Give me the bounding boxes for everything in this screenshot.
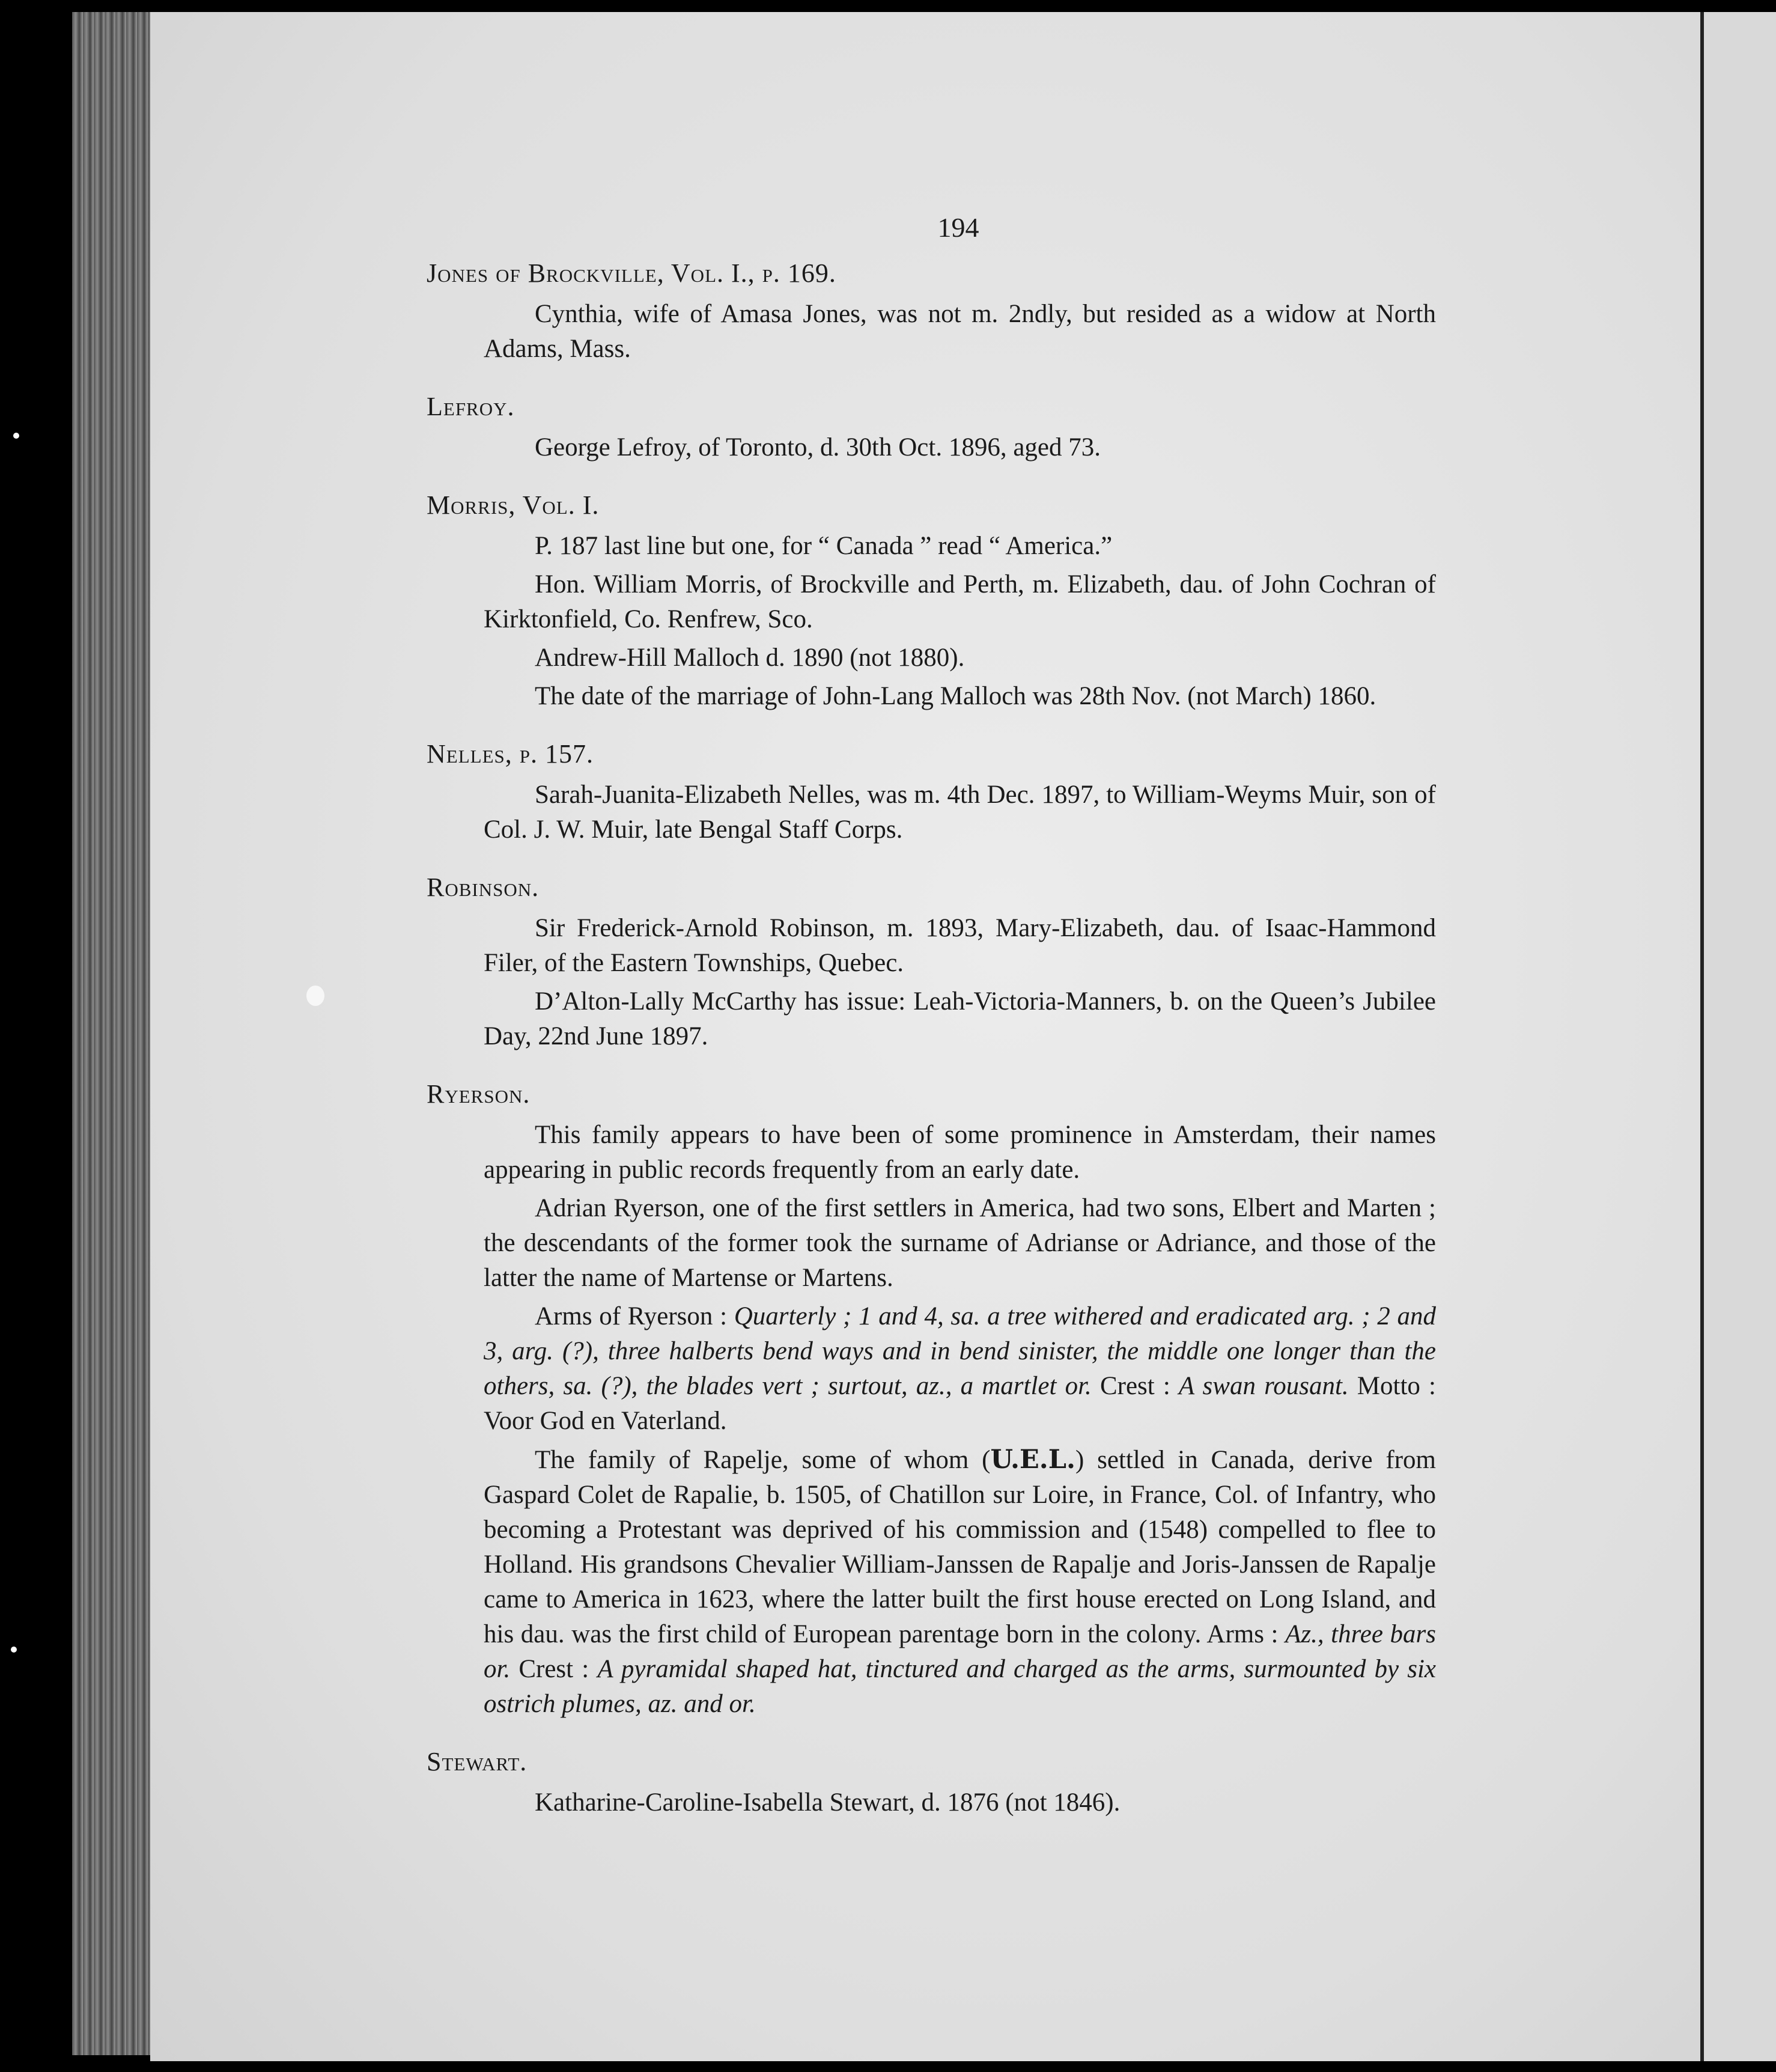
paragraph: Cynthia, wife of Amasa Jones, was not m. 2ndly, but resided as a widow at North Adams, Mass.	[484, 300, 1436, 363]
page-content	[427, 210, 1436, 1843]
scan-speck	[11, 1647, 17, 1653]
text-run: Arms of Ryerson :	[535, 1302, 734, 1330]
paragraph: Andrew-Hill Malloch d. 1890 (not 1880).	[535, 644, 965, 672]
scan-speck	[13, 433, 19, 439]
crest-text: A swan rousant.	[1178, 1372, 1349, 1400]
blazon-text: Az., three bars or.	[484, 1620, 1436, 1683]
next-page-edge	[1700, 12, 1776, 2061]
text-run: Crest :	[510, 1655, 598, 1683]
paragraph-rapelje	[484, 1442, 1436, 1722]
section-heading: Stewart.	[427, 1747, 528, 1776]
section-heading: Ryerson.	[427, 1079, 531, 1109]
section-ryerson	[427, 1077, 1436, 1722]
section-stewart	[427, 1744, 1436, 1820]
scan-speck	[306, 986, 324, 1006]
paragraph: Sarah-Juanita-Elizabeth Nelles, was m. 4th Dec. 1897, to William-Weyms Muir, son of Col. J. W. Muir, late Bengal Staff Corps.	[484, 781, 1436, 844]
section-heading: Robinson.	[427, 873, 540, 902]
section-heading: Lefroy.	[427, 392, 515, 421]
text-run: ) settled in Canada, derive from Gaspard Colet de Rapalie, b. 1505, of Chatillon sur Loire, in France, Col. of Infantry, who becoming a Protestant was deprived of his commission and (1548) compelled to flee to Holland. His grandsons Chevalier William-Janssen de Rapalje and Joris-Janssen de Rapalje came to America in 1623, where the latter built the first house erected on Long Island, and his dau. was the first child of European parentage born in the colony. Arms :	[484, 1446, 1436, 1648]
section-jones	[427, 256, 1436, 367]
text-run: Crest :	[1091, 1372, 1179, 1400]
motto-text: Motto : Voor God en Vaterland.	[484, 1372, 1436, 1435]
section-morris	[427, 488, 1436, 714]
crest-text: A pyramidal shaped hat, tinctured and charged as the arms, surmounted by six ostrich plumes, az. and or.	[484, 1655, 1436, 1718]
paragraph-arms	[484, 1299, 1436, 1439]
paragraph: Hon. William Morris, of Brockville and Perth, m. Elizabeth, dau. of John Cochran of Kirktonfield, Co. Renfrew, Sco.	[484, 570, 1436, 633]
paragraph: Katharine-Caroline-Isabella Stewart, d. 1876 (not 1846).	[535, 1788, 1121, 1817]
paragraph: Sir Frederick-Arnold Robinson, m. 1893, Mary-Elizabeth, dau. of Isaac-Hammond Filer, of the Eastern Townships, Quebec.	[484, 914, 1436, 977]
paragraph: Adrian Ryerson, one of the first settlers in America, had two sons, Elbert and Marten ; the descendants of the former took the surname of Adrianse or Adriance, and those of the latter the name of Martense or Martens.	[484, 1194, 1436, 1292]
section-heading: Morris, Vol. I.	[427, 490, 600, 520]
uel-blackletter: U.E.L.	[990, 1445, 1075, 1475]
paragraph: This family appears to have been of some prominence in Amsterdam, their names appearing in public records frequently from an early date.	[484, 1121, 1436, 1184]
paragraph: The date of the marriage of John-Lang Malloch was 28th Nov. (not March) 1860.	[535, 682, 1376, 710]
section-heading: Nelles, p. 157.	[427, 739, 594, 769]
blazon-text: Quarterly ; 1 and 4, sa. a tree withered and eradicated arg. ; 2 and 3, arg. (?), three halberts bend ways and in bend sinister, the middle one longer than the others, sa. (?), the blades vert ; surtout, az., a martlet or.	[484, 1302, 1436, 1400]
paragraph: P. 187 last line but one, for “ Canada ” read “ America.”	[535, 532, 1113, 560]
paragraph: George Lefroy, of Toronto, d. 30th Oct. 1896, aged 73.	[535, 433, 1101, 462]
paragraph: D’Alton-Lally McCarthy has issue: Leah-Victoria-Manners, b. on the Queen’s Jubilee Day, 22nd June 1897.	[484, 987, 1436, 1050]
section-lefroy	[427, 389, 1436, 465]
section-nelles	[427, 737, 1436, 847]
page-number: 194	[937, 212, 979, 243]
section-heading: Jones of Brockville, Vol. I., p. 169.	[427, 258, 836, 288]
section-robinson	[427, 870, 1436, 1054]
text-run: The family of Rapelje, some of whom (	[535, 1446, 991, 1474]
